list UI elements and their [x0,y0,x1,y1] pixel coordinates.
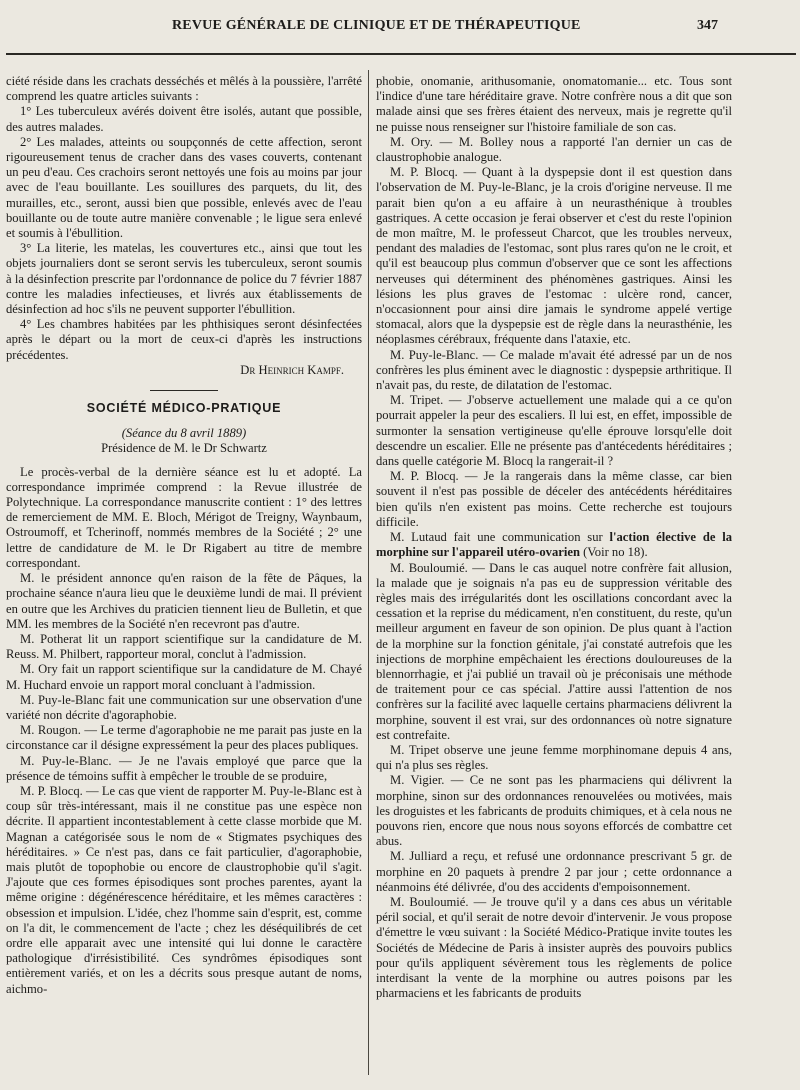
paragraph: M. Ory. — M. Bolley nous a rapporté l'an dernier un cas de claustrophobie analogue. [376,134,732,165]
section-rule [150,390,218,391]
paragraph: M. Puy-le-Blanc. — Ce malade m'avait été adressé par un de nos confrères les plus éminent avec le diagnostic : dyspepsie arthritique. Il n'avait pas, du reste, de dilatation de l'estomac. [376,347,732,393]
paragraph: M. Bouloumié. — Je trouve qu'il y a dans ces abus un véritable péril social, et qu'il serait de notre devoir d'intervenir. Je vous propose d'émettre le vœu suivant : la Société Médico-Pratique invite toutes les Sociétés de Médecine de Paris à insister auprès des pouvoirs publics pour qu'ils appliquent sévèrement tous les règlements de police interdisant la vente de la morphine ou autres poisons par les pharmaciens et les fabricants de produits [376,894,732,1001]
paragraph: M. Vigier. — Ce ne sont pas les pharmaciens qui délivrent la morphine, sinon sur des ordonnances renouvelées ou motivées, mais les droguistes et les fabricants de produits chimiques, et à cela nous ne pouvons rien, encore que nous nous soyons efforcés de combattre cet abus. [376,773,732,849]
paragraph-text: M. Lutaud fait une communication sur [390,530,610,545]
right-column [376,74,732,1001]
paragraph: phobie, onomanie, arithusomanie, onomatomanie... etc. Tous sont l'indice d'une tare héréditaire grave. Notre confrère nous a dit que son malade ainsi que ses frères étaient des nerveux, mais je regrette qu'il ne puisse nous renseigner sur l'histoire familiale de son cas. [376,74,732,134]
paragraph: M. Tripet observe une jeune femme morphinomane depuis 4 ans, qui n'a plus ses règles. [376,742,732,773]
paragraph: M. Puy-le-Blanc. — Je ne l'avais employé que parce que la présence de témoins suffit à empêcher le trouble de se produire, [6,753,362,783]
paragraph: 4° Les chambres habitées par les phthisiques seront désinfectées après le départ ou la mort de ceux-ci d'après les instructions précédentes. [6,317,362,362]
paragraph: M. Puy-le-Blanc fait une communication sur une observation d'une variété non décrite d'agoraphobie. [6,692,362,722]
presidence: Présidence de M. le Dr Schwartz [101,441,267,456]
left-column [6,74,362,997]
header-rule [6,53,796,55]
paragraph: 2° Les malades, atteints ou soupçonnés de cette affection, seront rigoureusement tenus de cracher dans des vases couverts, contenant un peu d'eau. Ces crachoirs seront nettoyés une fois au moins par jour avec de l'eau bouillante. Les souillures des parquets, du lit, des murailles, etc., seront, aussi bien que possible, enlevés avec de l'eau bouillante ou de toute autre manière convenable ; le ligue sera enlevé et soumis à l'ébullition. [6,134,362,241]
signature: Dr Heinrich Kampf. [240,362,344,377]
paragraph-text: (Voir no 18). [579,545,648,560]
column-divider [368,70,369,1075]
paragraph: M. Rougon. — Le terme d'agoraphobie ne me parait pas juste en la circonstance car il désigne expressément la peur des places publiques. [6,723,362,753]
page-header [0,14,800,38]
bold-topic: l'action élective de la morphine sur l'appareil utéro-ovarien [376,530,733,560]
paragraph: M. P. Blocq. — Le cas que vient de rapporter M. Puy-le-Blanc est à coup sûr très-intéressant, mais il ne constitue pas une espèce non décrite. Il appartient incontestablement à cette classe morbide que M. Magnan a catégorisée sous le nom de « Stigmates psychiques des héréditaires. » Ce n'est pas, dans ce fait particulier, d'agoraphobie, mais plutôt de topophobie ou encore de claustrophobie qu'il s'agit. J'ajoute que ces formes épisodiques sont proches parentes, ayant la même origine : dégénérescence héréditaire, et les mêmes caractères : obsession et impulsion. L'idée, chez l'homme sain d'esprit, est, comme on l'a dit, le commencement de l'acte ; chez les déséquilibrés de cet ordre elle apparait avec une intensité qui lui donne le caractère pathologique d'irrésistibilité. Ces syndrômes épisodiques sont entièrement variés, et on les a décrits sous presque autant de noms, aichmo- [6,783,362,996]
paragraph [376,530,732,560]
page-number: 347 [697,18,718,33]
paragraph: M. le président annonce qu'en raison de la fête de Pâques, la prochaine séance n'aura lieu que le deuxième lundi de mai. Il prévient en outre que les Archives du praticien tiennent lieu de Bulletin, et que MM. les membres de la Société n'en recevront pas d'autre. [6,571,362,631]
paragraph: Le procès-verbal de la dernière séance est lu et adopté. La correspondance imprimée comprend : la Revue illustrée de Polytechnique. La correspondance manuscrite contient : 1° des lettres de remerciement de MM. E. Bloch, Mérigot de Treigny, Waynbaum, Ostroumoff, et Tcherinoff, nommés membres de la Société ; 2° une lettre de candidature de M. le Dr Rigabert au titre de membre correspondant. [6,464,362,570]
paragraph: M. P. Blocq. — Quant à la dyspepsie dont il est question dans l'observation de M. Puy-le-Blanc, je la crois d'origine nerveuse. Il me parait bien qu'on a eu affaire à un neurasthénique à troubles gastriques. A cette occasion je ferai observer et c'est du reste l'opinion de mon maître, M. le professeut Charcot, que les troubles nerveux, pendant des maladies de l'estomac, sont plus rares qu'on ne le croit, et qu'il est beaucoup plus commun d'observer que ce sont les affections nerveuses qui déterminent des phénomènes gastriques. Ainsi les lésions les plus graves de l'estomac : ulcère rond, cancer, n'occasionnent pour ainsi dire jamais le syndrome appelé vertige stomacal, alors que la dyspepsie est de règle dans la neurasthénie, les néoplasmes cérébraux, fréquente dans l'ataxie, etc. [376,165,732,347]
paragraph: M. Ory fait un rapport scientifique sur la candidature de M. Chayé M. Huchard envoie un rapport moral concluant à l'admission. [6,662,362,692]
paragraph: M. Julliard a reçu, et refusé une ordonnance prescrivant 5 gr. de morphine en 20 paquets à prendre 2 par jour ; cette ordonnance a néanmoins été délivrée, d'ou des accidents d'empoisonnement. [376,849,732,894]
session-date [6,426,362,441]
session-date-text: (Séance du 8 avril 1889) [121,426,247,441]
paragraph: M. Tripet. — J'observe actuellement une malade qui a ce qu'on pourrait appeler la peur des escaliers. Il lui est, en effet, impossible de surmonter la sensation vertigineuse qu'elle éprouve lorsqu'elle doit descendre un escalier. Elle ne présente pas d'antécedents héréditaires ; dans quelle catégorie M. Blocq la rangerait-il ? [376,393,732,469]
paragraph: M. Bouloumié. — Dans le cas auquel notre confrère fait allusion, la malade que je soignais n'a pas eu de suppression véritable des règles mais des irrégularités dont les oscillations concordant avec la cessation et la reprise du médicament, n'en constituent, du reste, qu'un meilleur argument en faveur de son opinion. De plus quant à l'action de la morphine sur la fonction génitale, j'ai constaté autrefois que les injections de morphine empêchaient les érections douloureuses de la blennorrhagie, et j'ai publié un travail où je préconisais une méthode de traitement pour ce cas spécial. J'attire aussi l'attention de nos confrères sur la facilité avec laquelle certains pharmaciens délivrent la morphine, souvent il est vrai, sur des ordonnances où notre signature est contrefaite. [376,560,732,742]
paragraph: 3° La literie, les matelas, les couvertures etc., ainsi que tout les objets journaliers dont se seront servis les tuberculeux, seront soumis à la désinfection prescrite par l'ordonnance de police du 7 février 1887 contre les maladies infectieuses, et livrés aux établissements de désinfection ad hoc s'ils ne peuvent supporter l'ébullition. [6,241,362,317]
paragraph: M. P. Blocq. — Je la rangerais dans la même classe, car bien souvent il n'est pas possible de déceler des antécédents héréditaires bien qu'ils n'en existent pas moins. Cette recherche est toujours difficile. [376,469,732,529]
section-title: SOCIÉTÉ MÉDICO-PRATIQUE [86,401,282,416]
running-title: REVUE GÉNÉRALE DE CLINIQUE ET DE THÉRAPEUTIQUE [172,18,581,33]
paragraph: ciété réside dans les crachats desséchés et mêlés à la poussière, l'arrêté comprend les quatre articles suivants : [6,74,362,104]
paragraph: M. Potherat lit un rapport scientifique sur la candidature de M. Reuss. M. Philbert, rapporteur moral, conclut à l'admission. [6,631,362,662]
paragraph: 1° Les tuberculeux avérés doivent être isolés, autant que possible, des autres malades. [6,104,362,134]
